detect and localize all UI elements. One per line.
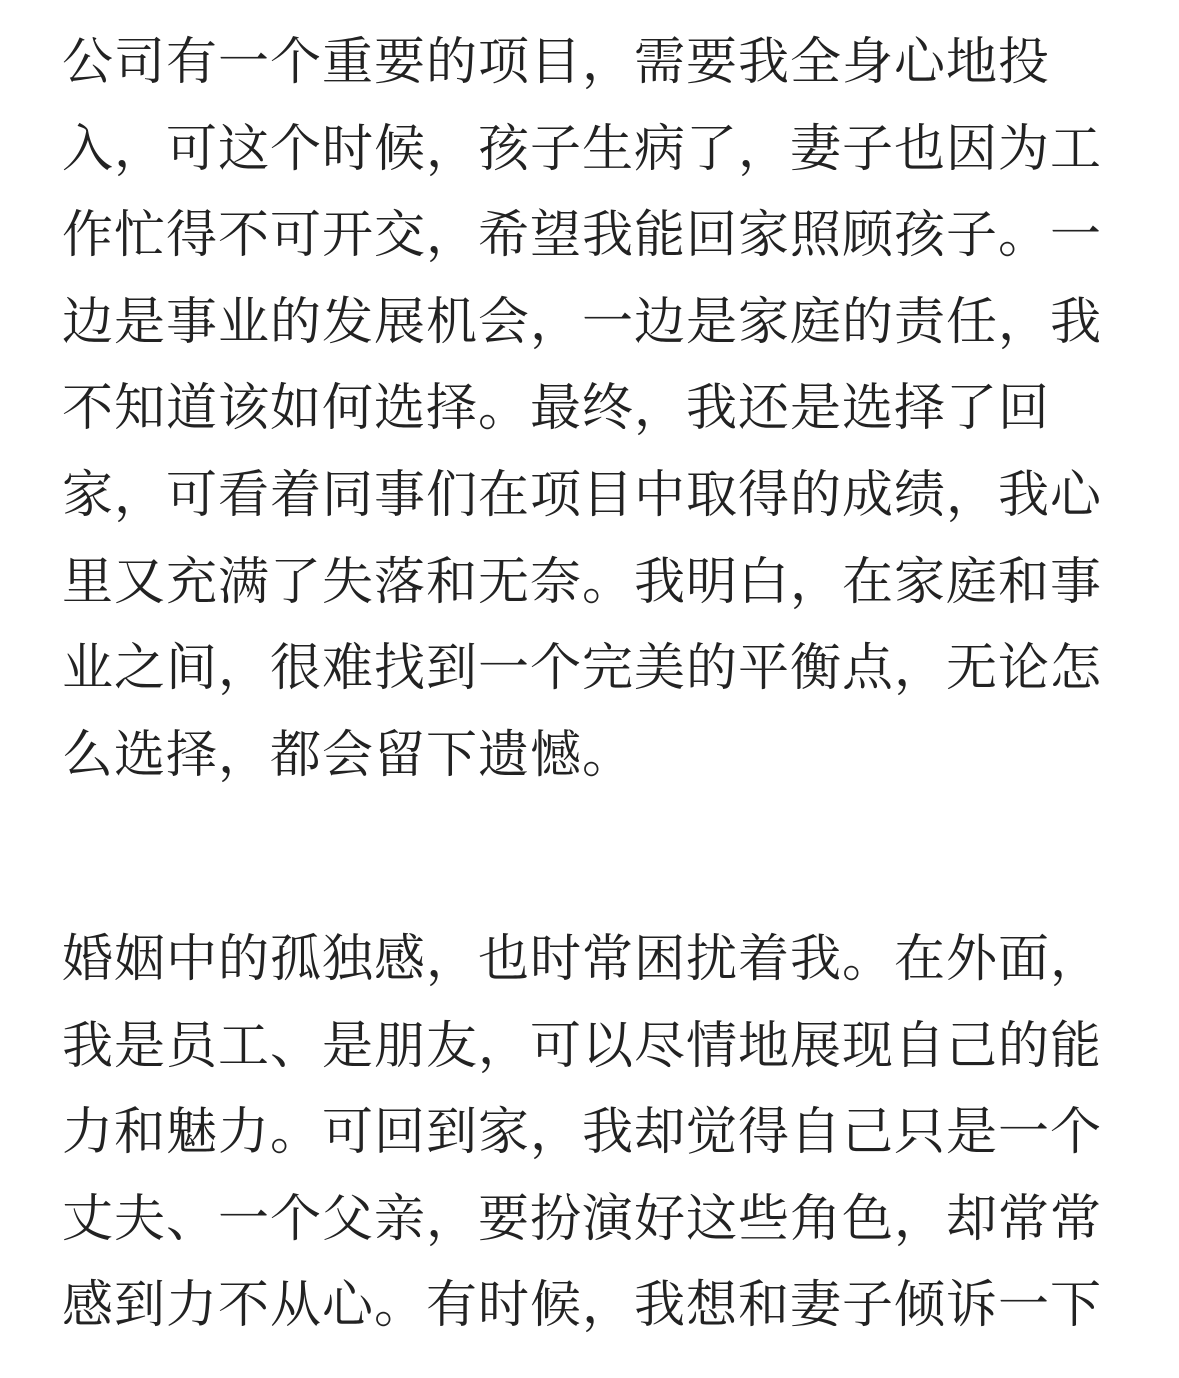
article-paragraph-2 (62, 917, 1122, 1350)
paragraph-line: 公司有一个重要的项目，需要我全身心地投 (62, 33, 1051, 92)
paragraph-line: 感到力不从心。有时候，我想和妻子倾诉一下 (62, 1276, 1103, 1336)
paragraph-line: 入，可这个时候，孩子生病了，妻子也因为工 (62, 119, 1103, 179)
paragraph-line: 业之间，很难找到一个完美的平衡点，无论怎 (62, 639, 1103, 699)
paragraph-line: 丈夫、一个父亲，要扮演好这些角色，却常常 (62, 1189, 1103, 1249)
paragraph-line: 么选择，都会留下遗憾。 (62, 725, 635, 785)
paragraph-line: 力和魅力。可回到家，我却觉得自己只是一个 (62, 1103, 1103, 1163)
article-paragraph-1 (62, 20, 1122, 799)
paragraph-line: 边是事业的发展机会，一边是家庭的责任，我 (62, 292, 1103, 352)
paragraph-line: 不知道该如何选择。最终，我还是选择了回 (62, 379, 1051, 439)
paragraph-line: 作忙得不可开交，希望我能回家照顾孩子。一 (62, 206, 1103, 266)
paragraph-line: 里又充满了失落和无奈。我明白，在家庭和事 (62, 552, 1103, 612)
paragraph-line: 婚姻中的孤独感，也时常困扰着我。在外面， (62, 930, 1103, 989)
paragraph-line: 家，可看着同事们在项目中取得的成绩，我心 (62, 465, 1103, 525)
paragraph-line: 我是员工、是朋友，可以尽情地展现自己的能 (62, 1016, 1103, 1076)
